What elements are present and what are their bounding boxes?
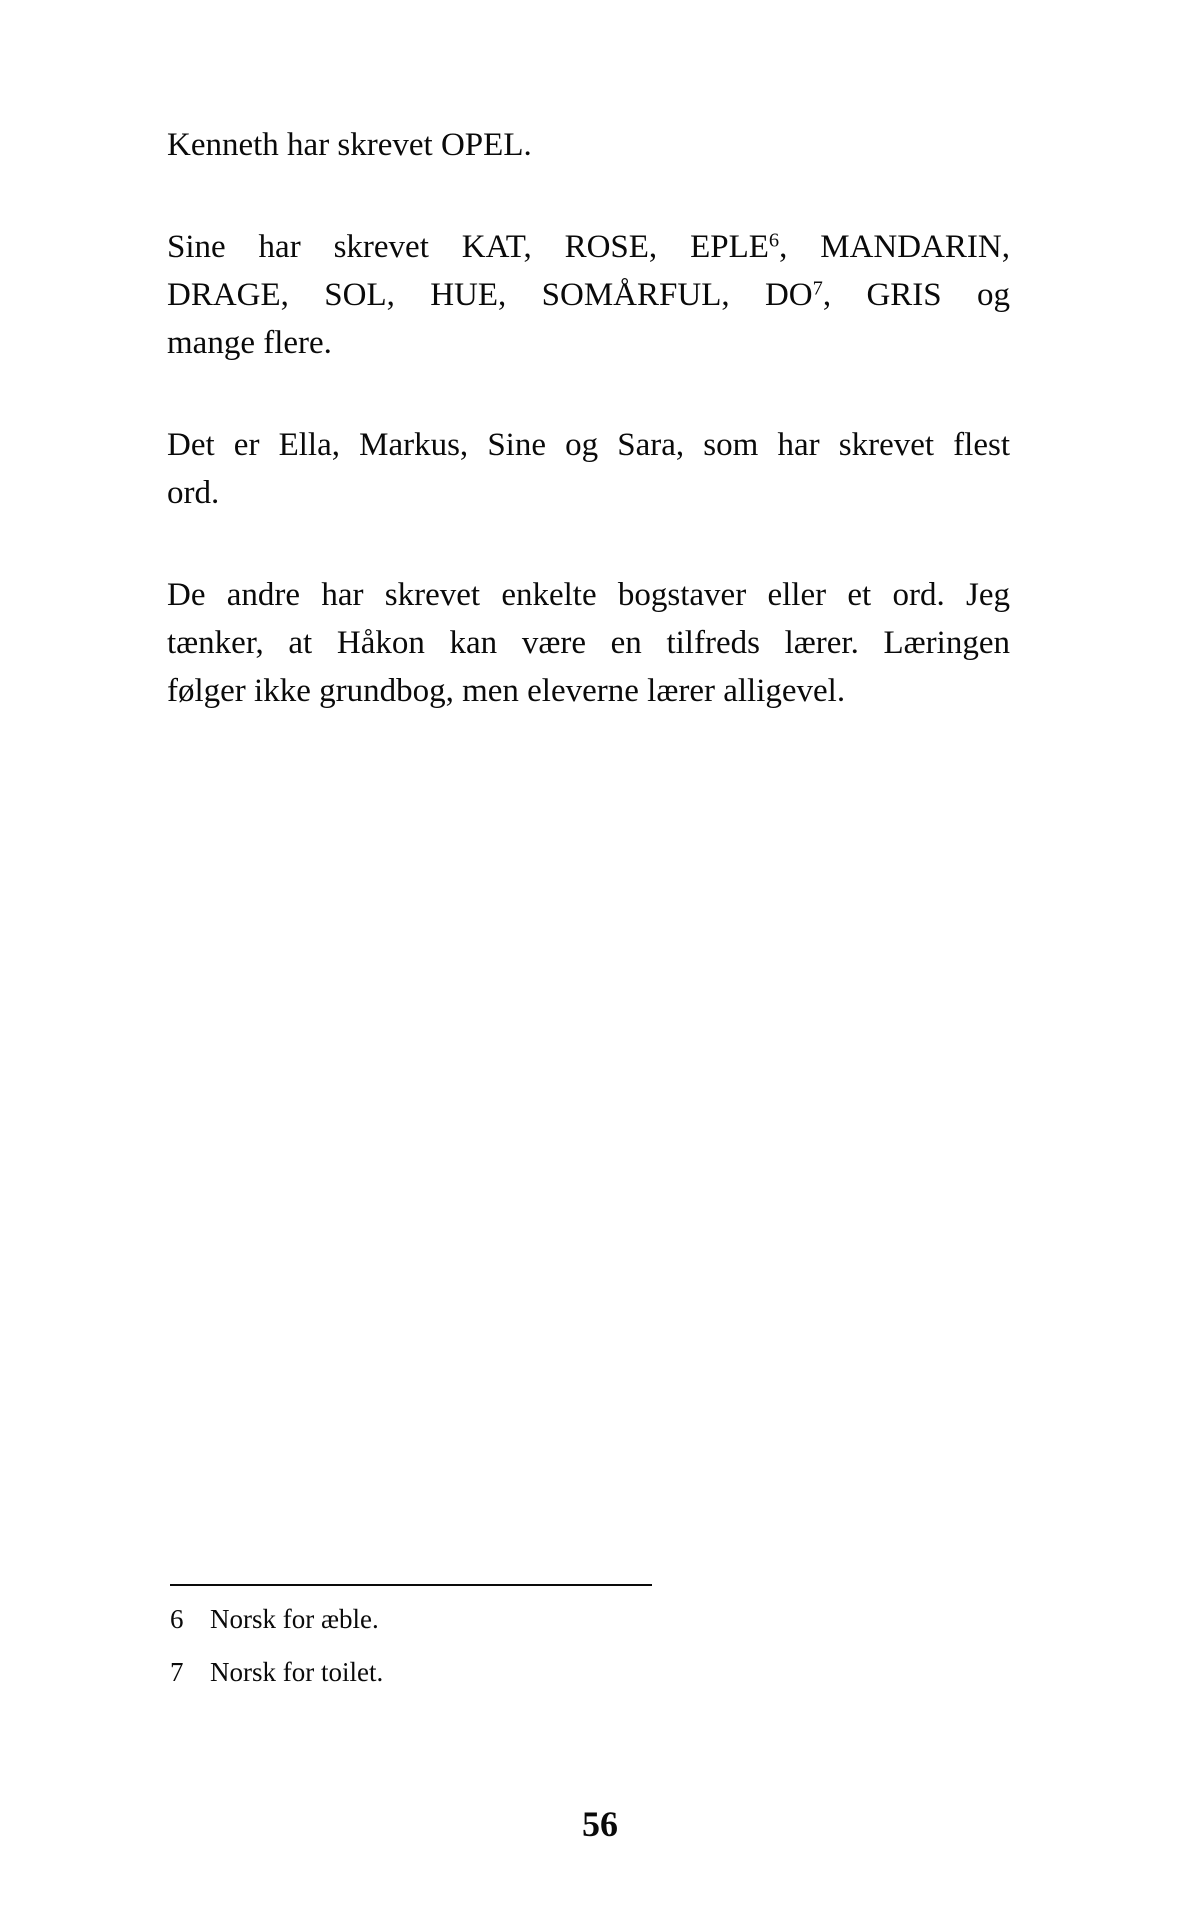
text-line: ord.	[167, 475, 220, 511]
footnote-ref-6: 6	[768, 229, 780, 252]
paragraph-3	[167, 421, 1010, 517]
footnote-text: Norsk for æble.	[210, 1604, 379, 1634]
text-segment: DRAGE, SOL, HUE, SOMÅRFUL, DO	[167, 277, 813, 313]
text-segment: , GRIS og	[822, 277, 1011, 313]
text-line: Det er Ella, Markus, Sine og Sara, som har skrevet flest	[167, 427, 1010, 463]
footnote-divider	[170, 1584, 652, 1586]
text-line: mange flere.	[167, 325, 332, 361]
paragraph-4	[167, 571, 1010, 715]
text-segment: , MANDARIN,	[779, 229, 1011, 265]
footnote-ref-7: 7	[812, 277, 823, 300]
text-line	[167, 271, 1010, 319]
footnote-section	[170, 1584, 1013, 1689]
paragraph-1	[167, 121, 1010, 169]
text-line: følger ikke grundbog, men eleverne lærer alligevel.	[167, 673, 846, 709]
text-line: tænker, at Håkon kan være en tilfreds lærer. Læringen	[167, 625, 1010, 661]
footnote-item	[170, 1655, 1013, 1689]
footnote-number: 6	[170, 1604, 184, 1634]
footnote-number: 7	[170, 1657, 184, 1687]
text-line: Kenneth har skrevet OPEL.	[167, 127, 532, 163]
text-line: De andre har skrevet enkelte bogstaver eller et ord. Jeg	[167, 577, 1010, 613]
body-text	[167, 121, 1010, 715]
footnote-text: Norsk for toilet.	[210, 1657, 384, 1687]
page-number: 56	[582, 1804, 618, 1844]
text-line	[167, 223, 1010, 271]
paragraph-2	[167, 223, 1010, 367]
footnote-item	[170, 1602, 1013, 1636]
text-segment: Sine har skrevet KAT, ROSE, EPLE	[167, 229, 769, 265]
